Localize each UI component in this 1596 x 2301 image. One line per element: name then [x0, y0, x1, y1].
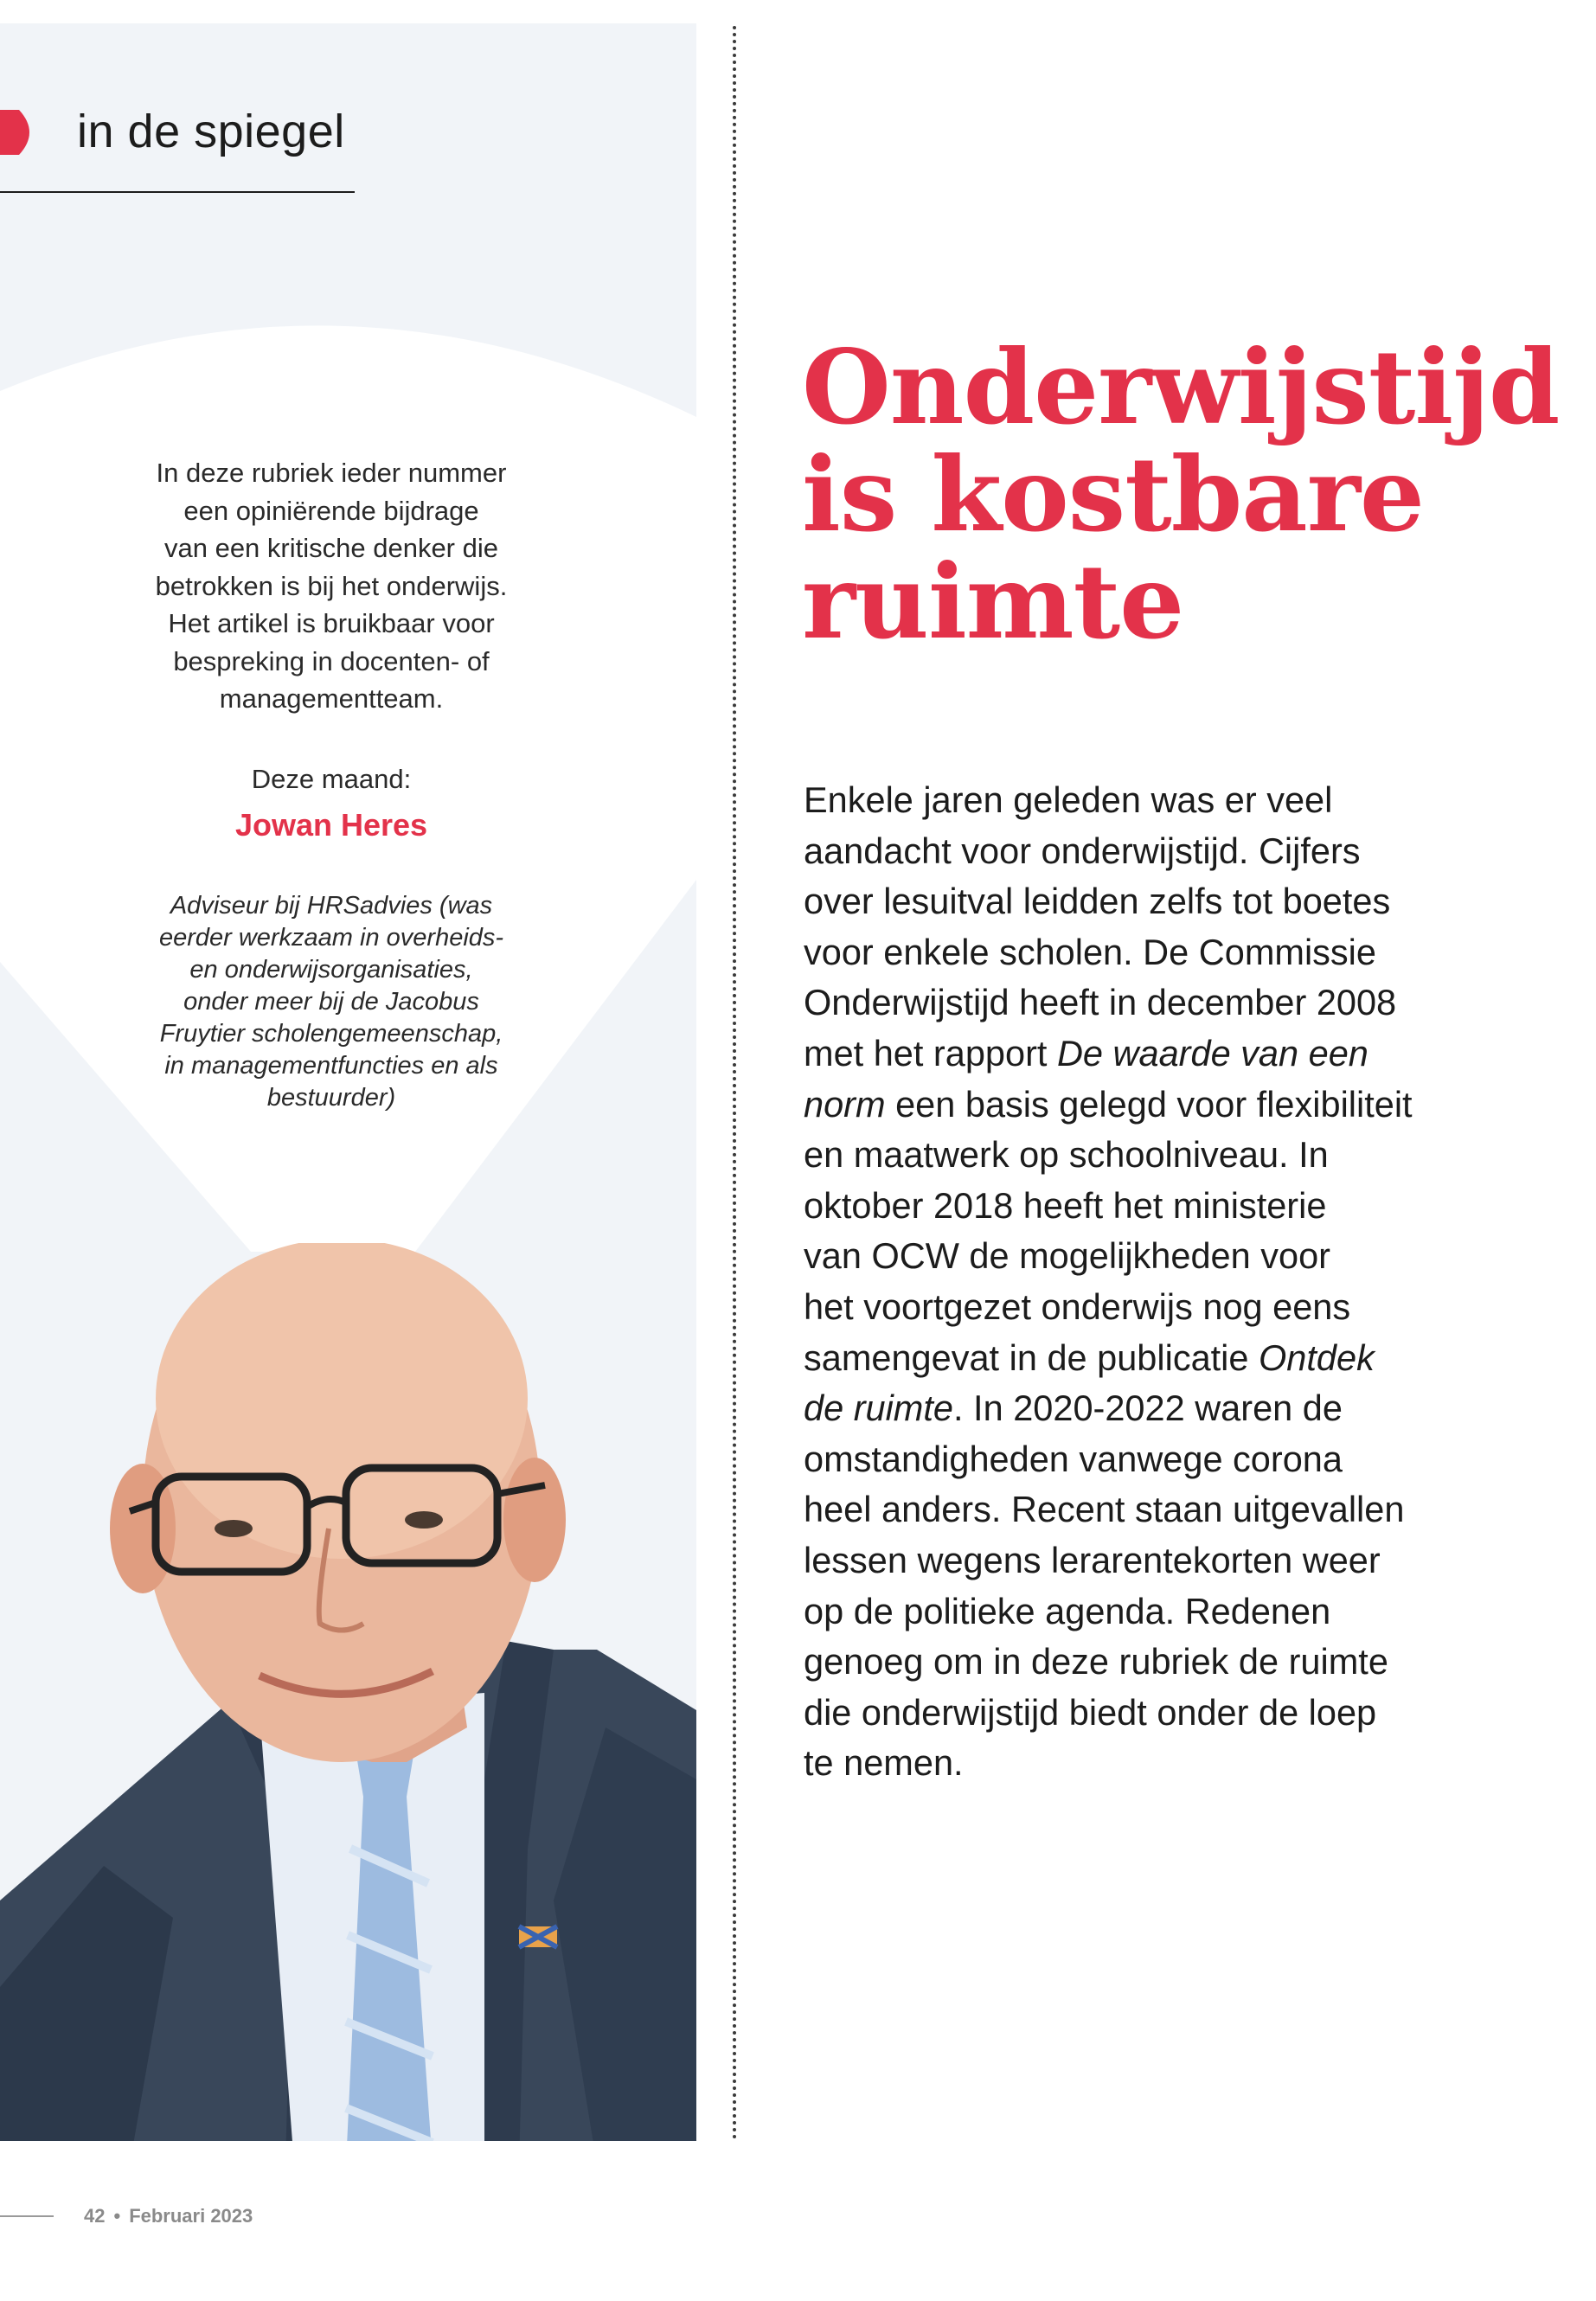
bio-line: Fruytier scholengemeenschap,	[159, 1020, 503, 1048]
lead-text: omstandigheden vanwege corona	[804, 1438, 1343, 1479]
author-name: Jowan Heres	[234, 807, 428, 843]
bio-line: bestuurder)	[266, 1084, 396, 1112]
lead-line	[804, 1383, 1522, 1434]
lead-line	[804, 1130, 1522, 1181]
lead-line	[804, 1434, 1522, 1485]
lead-text-italic: norm	[804, 1083, 886, 1125]
bio-line: eerder werkzaam in overheids-	[158, 924, 504, 952]
lead-text-italic: De waarde van een	[1056, 1032, 1368, 1074]
bio-line: Adviseur bij HRSadvies (was	[170, 892, 493, 920]
column-divider	[733, 26, 736, 2141]
lead-text: . In 2020-2022 waren de	[953, 1388, 1343, 1429]
section-tab-icon	[0, 110, 40, 155]
lead-text: te nemen.	[804, 1742, 964, 1784]
intro-line: betrokken is bij het onderwijs.	[155, 570, 508, 601]
intro-line: bespreking in docenten- of	[173, 645, 490, 676]
page-number: 42	[84, 2205, 106, 2227]
bio-line: in managementfuncties en als	[164, 1052, 498, 1080]
intro-line: van een kritische denker die	[163, 533, 498, 563]
lead-text: genoeg om in deze rubriek de ruimte	[804, 1641, 1388, 1682]
lead-line	[804, 876, 1522, 927]
author-portrait	[0, 1243, 696, 2141]
lead-line	[804, 1029, 1522, 1080]
lead-line	[804, 1688, 1522, 1739]
footer-separator: •	[113, 2205, 121, 2227]
lead-line	[804, 1738, 1522, 1789]
intro-line: In deze rubriek ieder nummer	[156, 458, 507, 488]
lead-text: het voortgezet onderwijs nog eens	[804, 1285, 1351, 1327]
sidebar-panel	[0, 23, 696, 2141]
lead-text-italic: de ruimte	[804, 1388, 953, 1429]
intro-line: Het artikel is bruikbaar voor	[168, 608, 495, 638]
issue-date: Februari 2023	[129, 2205, 253, 2227]
intro-line: managementteam.	[219, 683, 444, 714]
lead-text: aandacht voor onderwijstijd. Cijfers	[804, 830, 1361, 871]
lead-line	[804, 1231, 1522, 1282]
lead-line	[804, 927, 1522, 978]
lead-text: over lesuitval leidden zelfs tot boetes	[804, 881, 1391, 922]
lead-line	[804, 1333, 1522, 1384]
section-title: in de spiegel	[77, 106, 345, 157]
headline-line: Onderwijstijd	[802, 327, 1560, 447]
lead-text: heel anders. Recent staan uitgevallen	[804, 1489, 1405, 1530]
lead-text: voor enkele scholen. De Commissie	[804, 931, 1376, 972]
lead-text: Onderwijstijd heeft in december 2008	[804, 982, 1397, 1023]
bio-line: en onderwijsorganisaties,	[189, 956, 473, 984]
section-divider	[0, 191, 355, 193]
headline-line: ruimte	[802, 542, 1184, 662]
intro-line: een opiniërende bijdrage	[183, 495, 479, 526]
lead-line	[804, 1535, 1522, 1586]
this-month-label: Deze maand:	[251, 764, 412, 794]
lead-line	[804, 977, 1522, 1029]
headline-line: is kostbare	[802, 434, 1424, 554]
lead-line	[804, 1080, 1522, 1131]
lead-text: en maatwerk op schoolniveau. In	[804, 1134, 1329, 1176]
lead-text: oktober 2018 heeft het ministerie	[804, 1184, 1327, 1226]
lead-text: op de politieke agenda. Redenen	[804, 1590, 1331, 1631]
lead-text-italic: Ontdek	[1259, 1336, 1375, 1378]
lead-text: Enkele jaren geleden was er veel	[804, 779, 1333, 820]
lead-line	[804, 775, 1522, 826]
lead-text: een basis gelegd voor flexibiliteit	[885, 1083, 1413, 1125]
lead-line	[804, 1181, 1522, 1232]
author-bio	[145, 890, 517, 1114]
article-headline	[802, 327, 1563, 662]
lead-text: lessen wegens lerarentekorten weer	[804, 1539, 1381, 1580]
footer-rule	[0, 2215, 54, 2217]
lead-line	[804, 1282, 1522, 1333]
bio-line: onder meer bij de Jacobus	[183, 988, 479, 1016]
page-footer	[84, 2203, 253, 2229]
lead-line	[804, 1586, 1522, 1638]
article-lead	[804, 775, 1522, 1789]
column-introduction	[138, 454, 524, 718]
lead-text: die onderwijstijd biedt onder de loep	[804, 1691, 1377, 1733]
lead-text: samengevat in de publicatie	[804, 1336, 1259, 1378]
lead-text: van OCW de mogelijkheden voor	[804, 1235, 1330, 1277]
lead-line	[804, 1637, 1522, 1688]
lead-line	[804, 826, 1522, 877]
lead-line	[804, 1484, 1522, 1535]
lead-text: met het rapport	[804, 1032, 1057, 1074]
